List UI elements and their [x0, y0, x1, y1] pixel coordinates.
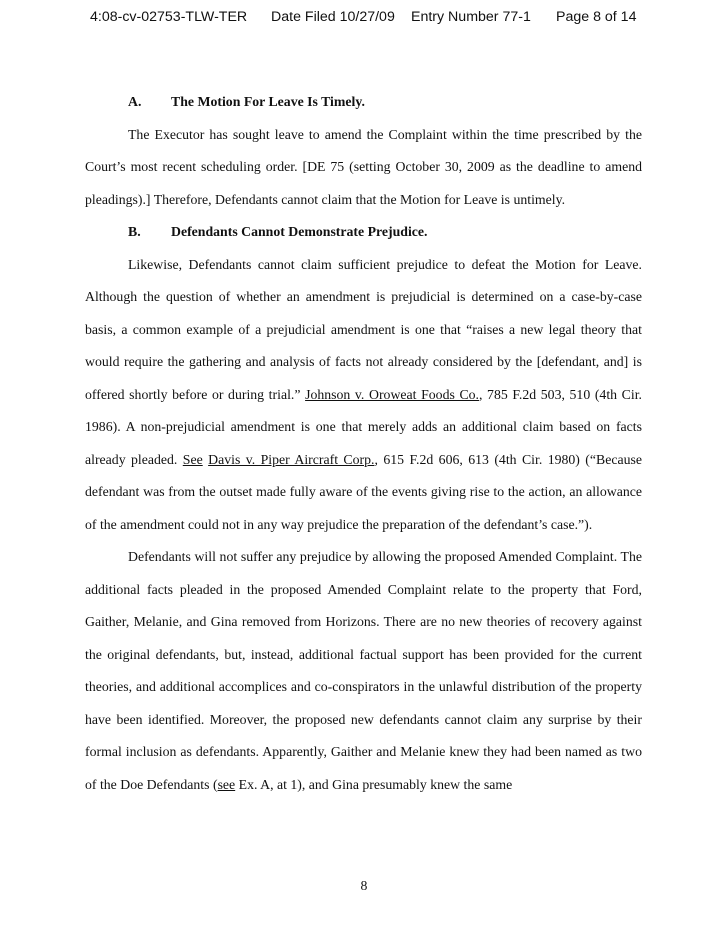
case-citation-davis: Davis v. Piper Aircraft Corp.	[208, 451, 375, 467]
court-filing-header	[0, 9, 728, 31]
p1-text-1: Likewise, Defendants cannot claim sufficient prejudice to defeat the Motion for Leave. Although the question of whether an amendment is prejudicial is determined on a case-by-case basis, a common example of a prejudicial amendment is one that “raises a new legal theory that would require the gathering and analysis of facts not already considered by the [defendant, and] is offered shortly before or during trial.”	[85, 256, 642, 402]
section-a-heading	[85, 86, 642, 119]
p1-text-3: , 615 F.2d 606, 613 (4th Cir. 1980) (“Because defendant was from the outset made fully aware of the events giving rise to the action, an allowance of the amendment could not in any way prejudice the preparation of the defendant’s case.”).	[85, 451, 642, 532]
section-b-letter: B.	[128, 224, 141, 239]
document-body	[85, 86, 642, 801]
see-signal-2: see	[217, 776, 236, 792]
page-of-count: Page 8 of 14	[556, 9, 637, 25]
section-a-title: The Motion For Leave Is Timely.	[171, 94, 365, 109]
date-filed: Date Filed 10/27/09	[271, 9, 395, 25]
case-number: 4:08-cv-02753-TLW-TER	[90, 9, 248, 25]
section-b-heading	[85, 216, 642, 249]
case-citation-johnson: Johnson v. Oroweat Foods Co.	[305, 386, 479, 402]
page-number: 8	[360, 878, 368, 893]
section-a-paragraph: The Executor has sought leave to amend the Complaint within the time prescribed by the Court’s most recent scheduling order. [DE 75 (setting October 30, 2009 as the deadline to amend pleadings).] Therefore, Defendants cannot claim that the Motion for Leave is untimely.	[85, 126, 642, 207]
see-signal: See	[182, 451, 203, 467]
p2-text-1: Defendants will not suffer any prejudice by allowing the proposed Amended Complaint. The additional facts pleaded in the proposed Amended Complaint relate to the property that Ford, Gaither, Melanie, and Gina removed from Horizons. There are no new theories of recovery against the original defendants, but, instead, additional factual support has been provided for the current theories, and additional accomplices and co-conspirators in the unlawful distribution of the property have been identified. Moreover, the proposed new defendants cannot claim any surprise by their formal inclusion as defendants. Apparently, Gaither and Melanie knew they had been named as two of the Doe Defendants (	[85, 549, 642, 792]
p1-text-2: , 785 F.2d 503, 510 (4th Cir. 1986). A non-prejudicial amendment is one that merely adds an additional claim based on facts already pleaded.	[85, 386, 642, 467]
entry-number: Entry Number 77-1	[411, 9, 531, 25]
section-a-letter: A.	[128, 94, 142, 109]
section-b-paragraph-2	[85, 541, 642, 801]
section-b-paragraph-1	[85, 249, 642, 542]
p2-text-2: Ex. A, at 1), and Gina presumably knew the same	[235, 776, 513, 792]
section-b-title: Defendants Cannot Demonstrate Prejudice.	[171, 224, 428, 239]
